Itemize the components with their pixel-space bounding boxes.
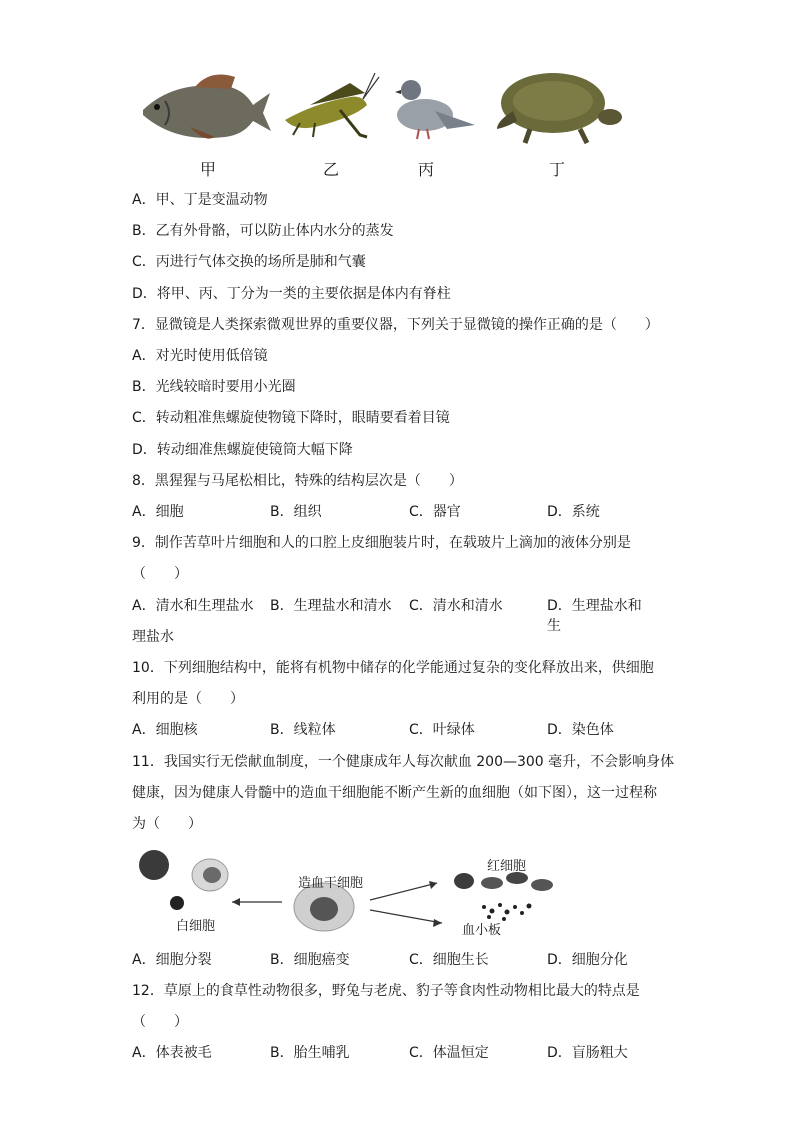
- q11-stem: 11．我国实行无偿献血制度，一个健康成年人每次献血 200—300 毫升，不会影响身体: [132, 754, 675, 770]
- arrow-to-red-cells: [370, 883, 437, 900]
- arrowhead-up: [429, 881, 437, 889]
- q7-option-d[interactable]: D．转动细准焦螺旋使镜筒大幅下降: [132, 442, 353, 458]
- q12-option-a[interactable]: A．体表被毛: [132, 1045, 212, 1061]
- q9-stem: 9．制作苦草叶片细胞和人的口腔上皮细胞装片时，在载玻片上滴加的液体分别是: [132, 535, 631, 551]
- q9-option-d[interactable]: D．生理盐水和生: [547, 598, 642, 634]
- q12-stem: 12．草原上的食草性动物很多，野兔与老虎、豹子等食肉性动物相比最大的特点是: [132, 983, 640, 999]
- red-cell-label: 红细胞: [487, 859, 527, 874]
- white-cell-small: [170, 896, 184, 910]
- q11-stem-line3: 为（ ）: [132, 816, 202, 832]
- pigeon-illustration: [395, 80, 475, 139]
- q11-option-b[interactable]: B．细胞癌变: [270, 952, 350, 968]
- grasshopper-illustration: [285, 73, 379, 137]
- q11-option-c[interactable]: C．细胞生长: [409, 952, 489, 968]
- arrow-to-platelets: [370, 910, 442, 923]
- q6-option-a[interactable]: A．甲、丁是变温动物: [132, 192, 268, 208]
- q12-stem-line2: （ ）: [132, 1014, 188, 1030]
- blood-cell-diagram: [132, 845, 572, 937]
- q10-option-a[interactable]: A．细胞核: [132, 722, 198, 738]
- q6-option-c[interactable]: C．丙进行气体交换的场所是肺和气囊: [132, 254, 366, 270]
- platelet-label: 血小板: [462, 923, 502, 938]
- q10-option-c[interactable]: C．叶绿体: [409, 722, 475, 738]
- q6-option-d[interactable]: D．将甲、丙、丁分为一类的主要依据是体内有脊柱: [132, 286, 451, 302]
- red-cell: [454, 873, 474, 889]
- red-cell: [531, 879, 553, 891]
- red-cell: [481, 877, 503, 889]
- arrowhead-left: [232, 898, 240, 906]
- q12-option-d[interactable]: D．盲肠粗大: [547, 1045, 628, 1061]
- stem-cell-label: 造血干细胞: [298, 876, 364, 891]
- q7-option-c[interactable]: C．转动粗准焦螺旋使物镜下降时，眼睛要看着目镜: [132, 410, 450, 426]
- turtle-illustration: [497, 73, 622, 143]
- white-cell-label: 白细胞: [176, 919, 216, 934]
- q10-stem-line2: 利用的是（ ）: [132, 691, 244, 707]
- q9-option-b[interactable]: B．生理盐水和清水: [270, 598, 392, 614]
- q10-stem: 10．下列细胞结构中，能将有机物中储存的化学能通过复杂的变化释放出来，供细胞: [132, 660, 654, 676]
- q9-option-a[interactable]: A．清水和生理盐水: [132, 598, 254, 614]
- q8-option-a[interactable]: A．细胞: [132, 504, 184, 520]
- animal-label-ding: 丁: [549, 160, 566, 179]
- animals-figure: [135, 65, 635, 155]
- q7-option-a[interactable]: A．对光时使用低倍镜: [132, 348, 268, 364]
- q9-option-c[interactable]: C．清水和清水: [409, 598, 503, 614]
- q11-stem-line2: 健康，因为健康人骨髓中的造血干细胞能不断产生新的血细胞（如下图），这一过程称: [132, 785, 657, 801]
- animals-svg: [135, 65, 635, 155]
- stem-cell-nucleus: [310, 897, 338, 921]
- q11-option-d[interactable]: D．细胞分化: [547, 952, 628, 968]
- q7-option-b[interactable]: B．光线较暗时要用小光圈: [132, 379, 296, 395]
- white-cell-dark: [139, 850, 169, 880]
- animal-label-yi: 乙: [323, 160, 340, 179]
- q8-option-b[interactable]: B．组织: [270, 504, 322, 520]
- animal-label-bing: 丙: [418, 160, 435, 179]
- arrowhead-down: [433, 919, 442, 927]
- q11-option-a[interactable]: A．细胞分裂: [132, 952, 212, 968]
- q10-option-d[interactable]: D．染色体: [547, 722, 614, 738]
- q7-stem: 7．显微镜是人类探索微观世界的重要仪器，下列关于显微镜的操作正确的是（ ）: [132, 317, 659, 333]
- q12-option-b[interactable]: B．胎生哺乳: [270, 1045, 350, 1061]
- fish-illustration: [143, 75, 271, 139]
- q9-option-d-wrap: 理盐水: [132, 629, 174, 645]
- q12-option-c[interactable]: C．体温恒定: [409, 1045, 489, 1061]
- q6-option-b[interactable]: B．乙有外骨骼，可以防止体内水分的蒸发: [132, 223, 394, 239]
- q9-stem-line2: （ ）: [132, 566, 188, 582]
- q8-option-c[interactable]: C．器官: [409, 504, 461, 520]
- q8-stem: 8．黑猩猩与马尾松相比，特殊的结构层次是（ ）: [132, 473, 463, 489]
- q8-option-d[interactable]: D．系统: [547, 504, 600, 520]
- animal-label-jia: 甲: [200, 160, 217, 179]
- q10-option-b[interactable]: B．线粒体: [270, 722, 336, 738]
- white-cell-nucleus: [203, 867, 221, 883]
